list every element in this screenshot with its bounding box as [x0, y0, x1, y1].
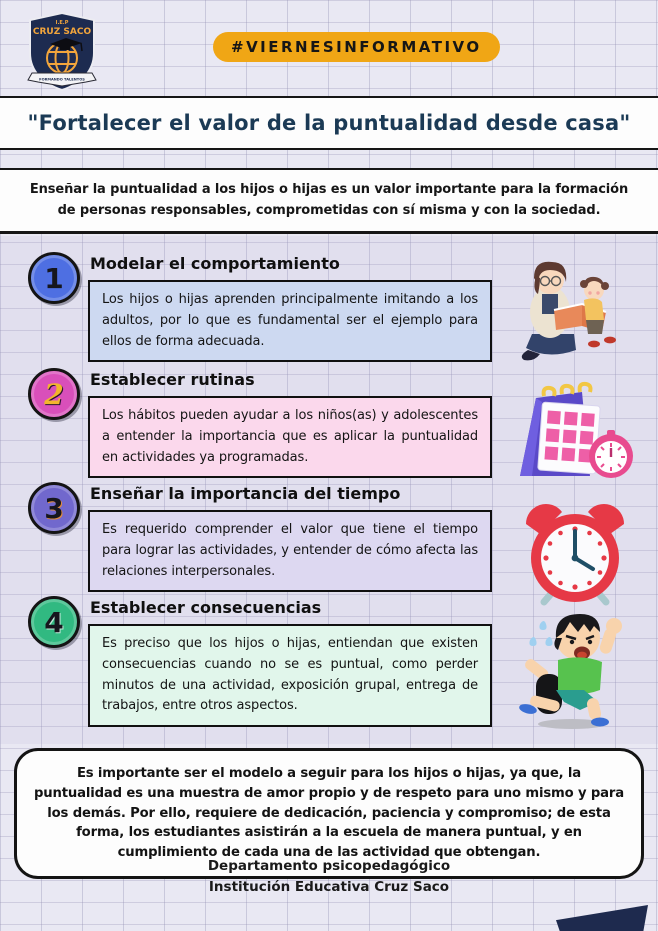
item-body: Es preciso que los hijos o hijas, entiendan que existen consecuencias cuando no se es puntual, como perder minutos de una actividad, exposición grupal, entrega de trabajos, entre otros aspectos.: [88, 624, 492, 727]
logo-name: CRUZ SACO: [32, 27, 92, 37]
item-heading: Modelar el comportamiento: [90, 254, 340, 273]
mother-reading-with-child-illustration: [498, 250, 650, 370]
item-heading: Establecer consecuencias: [90, 598, 322, 617]
ribbon-banner: [28, 73, 96, 86]
item-heading: Establecer rutinas: [90, 370, 255, 389]
footer: [0, 856, 658, 898]
intro-banner: [0, 168, 658, 234]
item-body: Es requerido comprender el valor que tiene el tiempo para lograr las actividades, y entender de cómo afecta las relaciones interpersonales.: [88, 510, 492, 592]
corner-ribbon-decoration: [556, 905, 648, 931]
item-body: Los hijos o hijas aprenden principalmente imitando a los adultos, por lo que es fundamental ser el ejemplo para ellos de forma adecuada.: [88, 280, 492, 362]
item-body: Los hábitos pueden ayudar a los niños(as) y adolescentes a entender la importancia que es aplicar la puntualidad en actividades ya programadas.: [88, 396, 492, 478]
number-circle-3: 3: [28, 482, 80, 534]
title-banner: [0, 96, 658, 150]
intro-text: Enseñar la puntualidad a los hijos o hijas es un valor importante para la formación de personas responsables, comprometidas con sí misma y con la sociedad.: [29, 182, 629, 218]
school-crest-logo: [26, 11, 98, 93]
number-circle-2: 2: [28, 368, 80, 420]
boy-running-late-illustration: [506, 606, 648, 736]
number-circle-1: 1: [28, 252, 80, 304]
hashtag-badge: #VIERNESINFORMATIVO: [213, 32, 500, 62]
calendar-with-clock-illustration: [508, 380, 648, 488]
alarm-clock-illustration: [500, 496, 652, 608]
footer-department: Departamento psicopedagógico: [207, 858, 451, 874]
logo-top-label: I.E.P: [55, 20, 69, 26]
number-circle-4: 4: [28, 596, 80, 648]
item-heading: Enseñar la importancia del tiempo: [90, 484, 401, 503]
poster-title: "Fortalecer el valor de la puntualidad desde casa": [27, 111, 631, 135]
summary-box: Es importante ser el modelo a seguir para los hijos o hijas, ya que, la puntualidad es una muestra de amor propio y de respeto para uno mismo y para los demás. Por ello, requiere de dedicación, paciencia y compromiso; de esta forma, los estudiantes asistirán a la escuela de manera puntual, y en cumplimiento de cada una de las actividad que obtengan.: [14, 748, 644, 879]
ribbon-text: FORMANDO TALENTOS: [39, 77, 85, 82]
footer-institution: Institución Educativa Cruz Saco: [208, 878, 450, 895]
